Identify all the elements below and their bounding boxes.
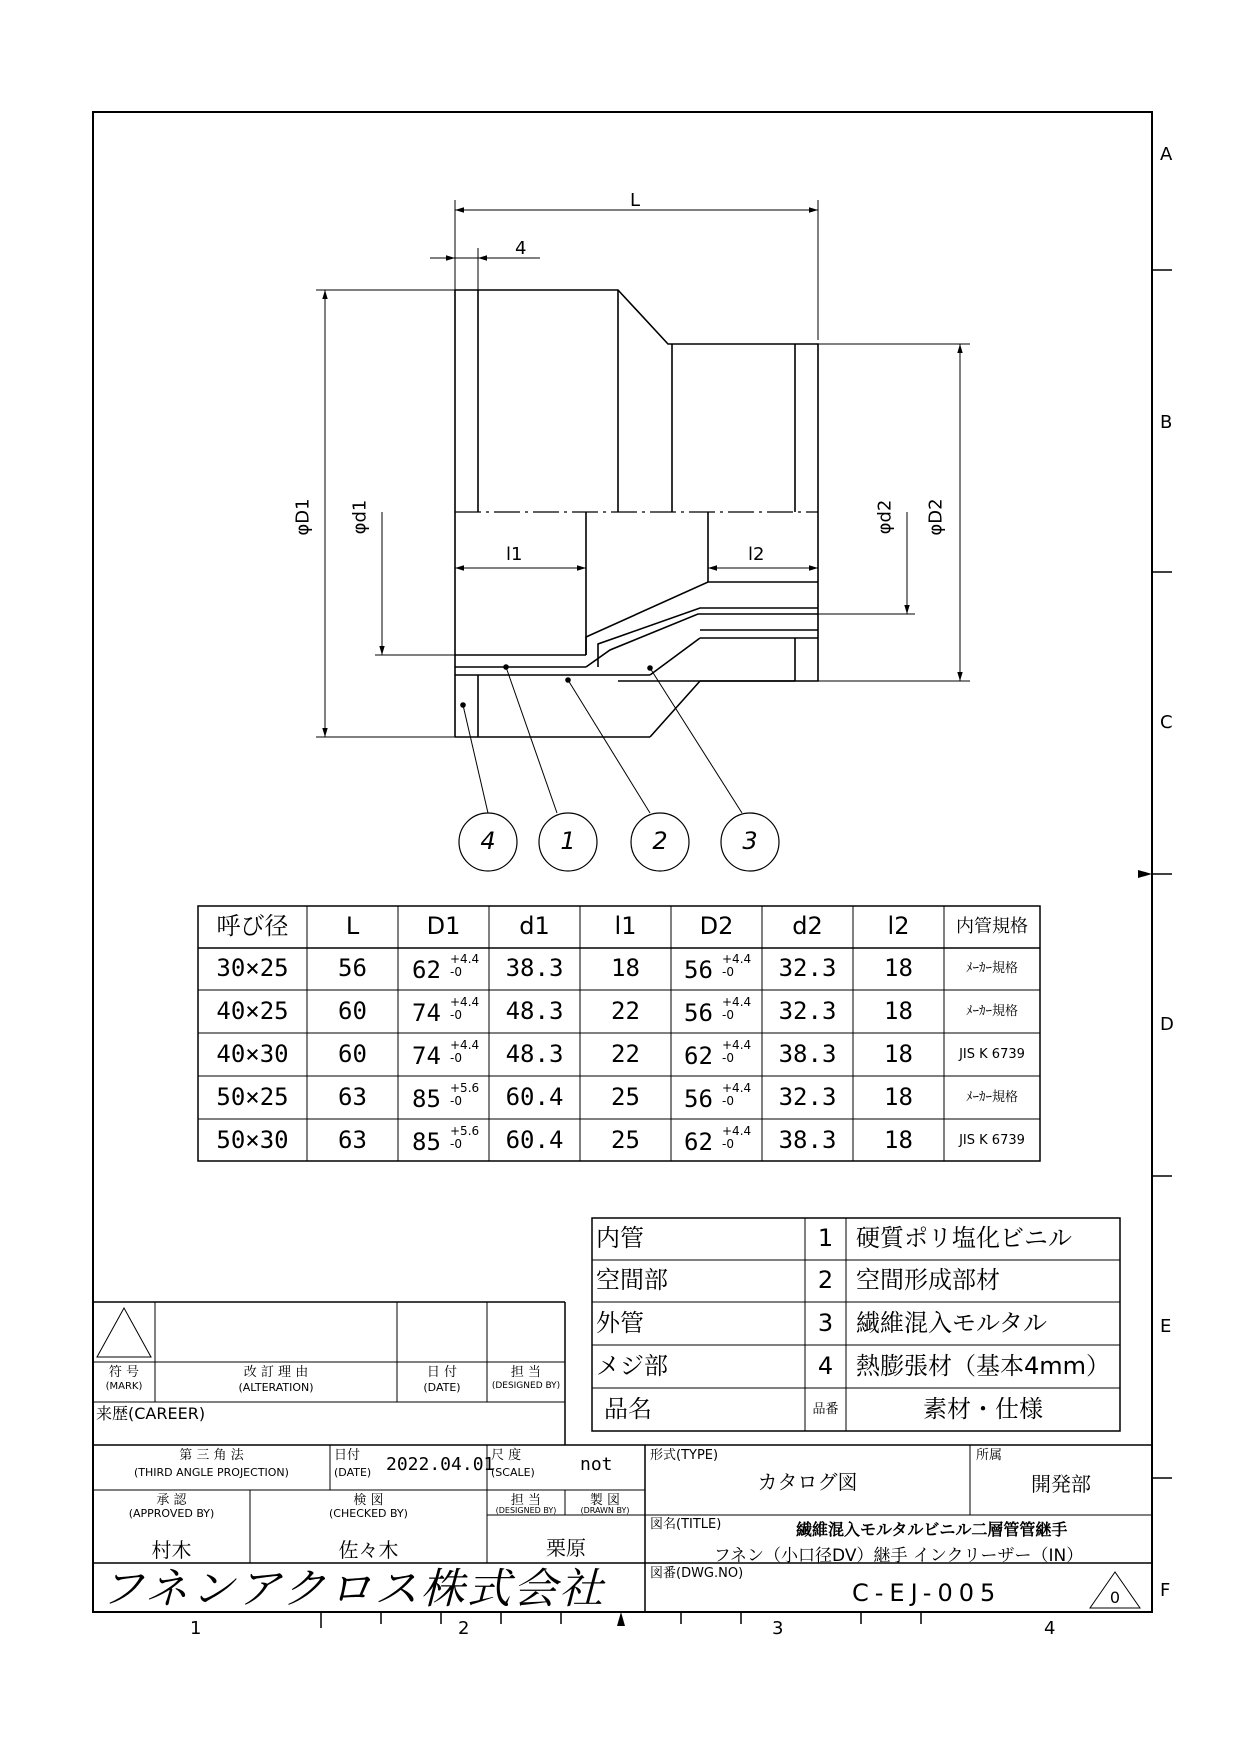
cell-D2-tol-up: +4.4 (722, 952, 752, 966)
company-logo: フネンアクロス株式会社 (100, 1564, 606, 1613)
rev-alteration-label: 改 訂 理 由 (243, 1365, 309, 1380)
size-col-header-d1: d1 (519, 912, 550, 940)
cell-D2-tol-up: +4.4 (722, 1124, 752, 1138)
rev-designed-label: 担 当 (510, 1365, 542, 1380)
cell-d2: 32.3 (778, 1083, 837, 1111)
cell-D1: 74 (412, 999, 441, 1027)
cell-D2: 56 (684, 999, 713, 1027)
cell-D1-tol-up: +5.6 (450, 1081, 480, 1095)
checked-label-en: (CHECKED BY) (329, 1507, 408, 1520)
cell-d1: 48.3 (505, 997, 564, 1025)
cell-D1-tol-dn: -0 (450, 1094, 462, 1108)
cell-l1: 22 (611, 997, 640, 1025)
rev-designed-label-en: (DESIGNED BY) (491, 1381, 561, 1391)
scale-label-en: (SCALE) (491, 1466, 535, 1479)
title-label: 図名(TITLE) (650, 1517, 722, 1532)
zone-row-e: E (1160, 1316, 1172, 1337)
cell-d2: 38.3 (778, 1126, 837, 1154)
size-col-header-D1: D1 (426, 912, 461, 940)
cell-size: 50×30 (216, 1126, 289, 1154)
part-material: 熱膨張材（基本4mm） (856, 1352, 1111, 1380)
rev-date-label: 日 付 (426, 1365, 458, 1380)
approved-label: 承 認 (156, 1493, 187, 1508)
fitting-drawing (455, 290, 818, 737)
cell-l2: 18 (884, 954, 913, 982)
designer-label: 担 当 (510, 1493, 542, 1508)
part-material: 繊維混入モルタル (856, 1309, 1048, 1337)
cell-D2-tol-dn: -0 (722, 1137, 734, 1151)
dim-label-D1: φD1 (292, 498, 314, 536)
size-col-header-d2: d2 (792, 912, 823, 940)
cell-size: 50×25 (216, 1083, 289, 1111)
size-col-header-D2: D2 (699, 912, 734, 940)
checked-value: 佐々木 (338, 1538, 399, 1562)
cell-D2-tol-up: +4.4 (722, 1081, 752, 1095)
cell-size: 30×25 (216, 954, 289, 982)
cell-D2: 56 (684, 956, 713, 984)
cell-D1-tol-dn: -0 (450, 1051, 462, 1065)
rev-mark-label: 符 号 (108, 1365, 140, 1380)
checked-label: 検 図 (353, 1493, 384, 1508)
cell-d1: 60.4 (505, 1083, 564, 1111)
cell-D1-tol-dn: -0 (450, 965, 462, 979)
career-label: 来歴(CAREER) (96, 1404, 206, 1423)
cell-D2-tol-dn: -0 (722, 1094, 734, 1108)
cell-std: ﾒｰｶｰ規格 (965, 961, 1018, 976)
cell-D1: 62 (412, 956, 441, 984)
rev-date-label-en: (DATE) (423, 1381, 461, 1394)
zone-col-3: 3 (772, 1618, 784, 1639)
dim-label-l2: l2 (748, 544, 765, 565)
zone-col-4: 4 (1044, 1618, 1056, 1639)
scale-value: not (580, 1454, 613, 1475)
cell-D1: 74 (412, 1042, 441, 1070)
part-no: 1 (817, 1224, 834, 1252)
cell-D2-tol-up: +4.4 (722, 1038, 752, 1052)
part-name: 外管 (596, 1309, 644, 1337)
balloon-3: 3 (742, 827, 758, 855)
cell-l1: 22 (611, 1040, 640, 1068)
drawn-label: 製 図 (589, 1493, 621, 1508)
projection-label-en: (THIRD ANGLE PROJECTION) (134, 1466, 289, 1479)
dim-label-D2: φD2 (925, 498, 947, 536)
cell-l1: 25 (611, 1083, 640, 1111)
part-name: 内管 (596, 1224, 644, 1252)
revision-number: 0 (1109, 1588, 1121, 1607)
cell-D1-tol-up: +5.6 (450, 1124, 480, 1138)
balloon-leaders (463, 667, 742, 813)
part-name: メジ部 (596, 1352, 668, 1380)
dwg-number: C-EJ-005 (852, 1579, 1002, 1607)
cell-d1: 38.3 (505, 954, 564, 982)
cell-D2: 56 (684, 1085, 713, 1113)
cell-d2: 32.3 (778, 954, 837, 982)
cell-std: ﾒｰｶｰ規格 (965, 1090, 1018, 1105)
zone-row-a: A (1160, 144, 1173, 165)
zone-col-1: 1 (190, 1618, 202, 1639)
cell-D1-tol-dn: -0 (450, 1137, 462, 1151)
parts-header-material: 素材・仕様 (923, 1395, 1043, 1423)
dim-label-4: 4 (515, 238, 527, 259)
cell-D2-tol-up: +4.4 (722, 995, 752, 1009)
cell-l1: 25 (611, 1126, 640, 1154)
cell-std: JIS K 6739 (959, 1047, 1025, 1062)
size-col-header-l2: l2 (887, 912, 910, 940)
cell-D2-tol-dn: -0 (722, 1008, 734, 1022)
cell-L: 60 (338, 1040, 367, 1068)
part-material: 硬質ポリ塩化ビニル (856, 1224, 1072, 1252)
cell-D1-tol-up: +4.4 (450, 952, 480, 966)
designer-label-en: (DESIGNED BY) (495, 1506, 557, 1515)
cell-L: 60 (338, 997, 367, 1025)
rev-alteration-label-en: (ALTERATION) (238, 1381, 314, 1394)
cell-D2: 62 (684, 1128, 713, 1156)
cell-size: 40×30 (216, 1040, 289, 1068)
cell-d2: 32.3 (778, 997, 837, 1025)
date-label: 日付 (334, 1448, 361, 1463)
size-col-header-L: L (345, 912, 360, 940)
cell-D2: 62 (684, 1042, 713, 1070)
balloon-2: 2 (652, 827, 668, 855)
projection-label: 第 三 角 法 (179, 1448, 244, 1463)
parts-header-name: 品名 (604, 1395, 652, 1423)
zone-row-c: C (1160, 712, 1173, 733)
balloons (459, 813, 779, 871)
cell-l2: 18 (884, 997, 913, 1025)
rev-mark-label-en: (MARK) (105, 1381, 143, 1392)
part-name: 空間部 (596, 1266, 668, 1294)
cell-d1: 60.4 (505, 1126, 564, 1154)
size-table-grid (198, 906, 1040, 1161)
zone-col-2: 2 (458, 1618, 470, 1639)
cell-L: 63 (338, 1083, 367, 1111)
balloon-4: 4 (480, 827, 496, 855)
part-no: 3 (817, 1309, 834, 1337)
dim-label-d1: φd1 (349, 499, 371, 535)
dim-label-l1: l1 (506, 544, 523, 565)
cell-l2: 18 (884, 1126, 913, 1154)
dim-label-L: L (630, 190, 641, 211)
dwg-label: 図番(DWG.NO) (650, 1566, 744, 1581)
zone-row-d: D (1160, 1014, 1174, 1035)
approved-value: 村木 (151, 1538, 192, 1562)
date-label-en: (DATE) (334, 1466, 372, 1479)
cell-L: 63 (338, 1126, 367, 1154)
part-material: 空間形成部材 (856, 1266, 1000, 1294)
approved-label-en: (APPROVED BY) (128, 1507, 215, 1520)
size-col-header-std: 内管規格 (956, 916, 1028, 937)
zone-row-f: F (1160, 1580, 1171, 1601)
dimension-lines (316, 200, 970, 737)
cell-D1-tol-up: +4.4 (450, 1038, 480, 1052)
cell-D2-tol-dn: -0 (722, 965, 734, 979)
dept-value: 開発部 (1031, 1472, 1091, 1496)
title-line1: 繊維混入モルタルビニル二層管管継手 (796, 1520, 1068, 1539)
parts-header-no: 品番 (812, 1402, 839, 1417)
size-col-header-l1: l1 (614, 912, 637, 940)
cell-std: JIS K 6739 (959, 1133, 1025, 1148)
cell-D1-tol-dn: -0 (450, 1008, 462, 1022)
dept-label: 所属 (976, 1448, 1003, 1463)
zone-row-b: B (1160, 412, 1173, 433)
dim-label-d2: φd2 (874, 499, 896, 535)
cell-l2: 18 (884, 1083, 913, 1111)
part-no: 4 (817, 1352, 834, 1380)
date-value: 2022.04.01 (386, 1454, 495, 1475)
drawn-value: 栗原 (546, 1536, 586, 1560)
cell-l1: 18 (611, 954, 640, 982)
drawn-label-en: (DRAWN BY) (580, 1506, 630, 1515)
zone-ticks (321, 270, 1172, 1628)
balloon-1: 1 (560, 827, 576, 855)
title-line2: フネン（小口径DV）継手 インクリーザー（IN） (713, 1546, 1084, 1566)
size-col-header-size: 呼び径 (216, 912, 289, 940)
cell-D1: 85 (412, 1128, 441, 1156)
cell-size: 40×25 (216, 997, 289, 1025)
cell-D1: 85 (412, 1085, 441, 1113)
cell-l2: 18 (884, 1040, 913, 1068)
center-arrow-right (1138, 870, 1152, 878)
cell-D2-tol-dn: -0 (722, 1051, 734, 1065)
cell-d2: 38.3 (778, 1040, 837, 1068)
type-label: 形式(TYPE) (650, 1448, 719, 1463)
cell-D1-tol-up: +4.4 (450, 995, 480, 1009)
cell-d1: 48.3 (505, 1040, 564, 1068)
cell-std: ﾒｰｶｰ規格 (965, 1004, 1018, 1019)
cell-L: 56 (338, 954, 367, 982)
scale-label: 尺 度 (491, 1448, 522, 1463)
center-arrow-bottom (617, 1612, 625, 1626)
type-value: カタログ図 (757, 1470, 858, 1494)
part-no: 2 (817, 1266, 834, 1294)
